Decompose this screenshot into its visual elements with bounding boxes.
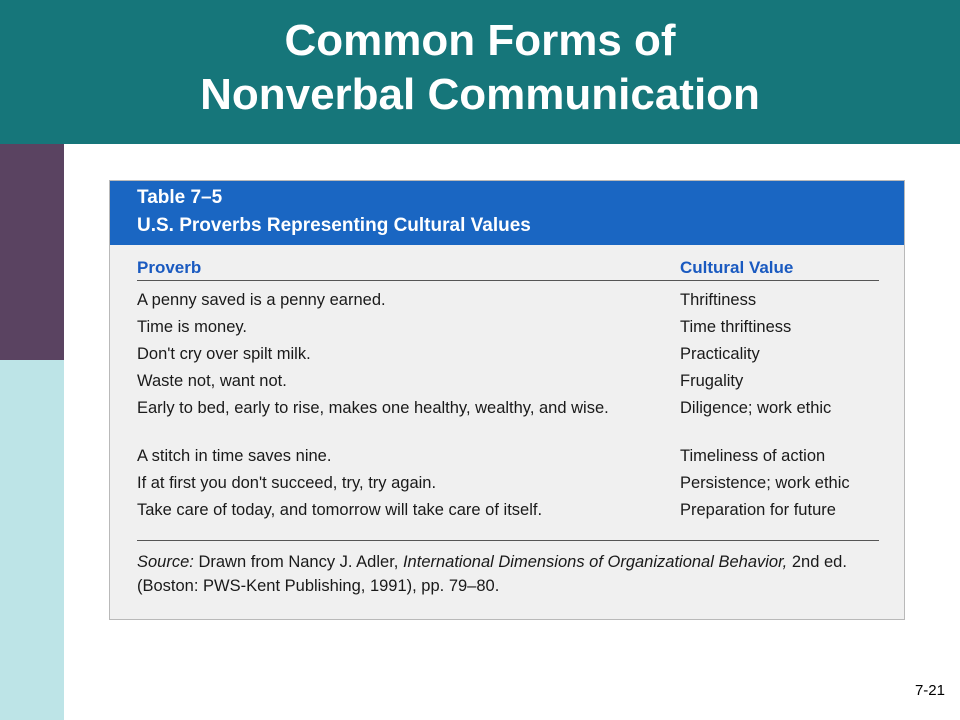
table-cell-value: Time thriftiness [680, 318, 792, 336]
slide-title-line-2: Nonverbal Communication [200, 70, 760, 119]
table-cell-value: Diligence; work ethic [680, 399, 832, 417]
source-text-1: Drawn from Nancy J. Adler, [198, 553, 399, 571]
table-cell-value: Persistence; work ethic [680, 474, 850, 492]
table-cell-value: Timeliness of action [680, 447, 826, 465]
header-divider [137, 280, 879, 281]
side-accent-purple [0, 144, 64, 360]
proverbs-table [109, 180, 905, 620]
source-book-title: International Dimensions of Organizational Behavior, [402, 553, 788, 571]
side-accent-cyan [0, 360, 64, 720]
title-band [0, 0, 960, 144]
table-cell-proverb: If at first you don't succeed, try, try again. [137, 474, 437, 492]
table-cell-value: Preparation for future [680, 501, 836, 519]
table-cell-proverb: Don't cry over spilt milk. [137, 345, 311, 363]
table-cell-value: Thriftiness [680, 291, 757, 309]
source-label: Source: [137, 553, 194, 571]
column-header-proverb: Proverb [137, 258, 202, 277]
source-divider [137, 540, 879, 541]
table-cell-proverb: Early to bed, early to rise, makes one healthy, wealthy, and wise. [137, 399, 609, 417]
table-cell-proverb: A stitch in time saves nine. [137, 447, 332, 465]
slide-title-line-1: Common Forms of [284, 16, 676, 65]
table-cell-value: Frugality [680, 372, 744, 390]
table-source-note [137, 550, 877, 598]
table-cell-value: Practicality [680, 345, 760, 363]
table-header-band [110, 181, 904, 245]
slide-title [0, 14, 960, 122]
column-header-cultural-value: Cultural Value [680, 258, 794, 277]
table-number: Table 7–5 [137, 187, 223, 208]
table-cell-proverb: Take care of today, and tomorrow will take care of itself. [137, 501, 543, 519]
table-cell-proverb: A penny saved is a penny earned. [137, 291, 386, 309]
table-cell-proverb: Time is money. [137, 318, 248, 336]
table-cell-proverb: Waste not, want not. [137, 372, 287, 390]
page-number: 7-21 [914, 682, 945, 699]
source-text-2: 2nd ed. (Boston: PWS-Kent Publishing, 1991), pp. 79–80. [137, 553, 847, 595]
table-title: U.S. Proverbs Representing Cultural Values [137, 215, 531, 236]
